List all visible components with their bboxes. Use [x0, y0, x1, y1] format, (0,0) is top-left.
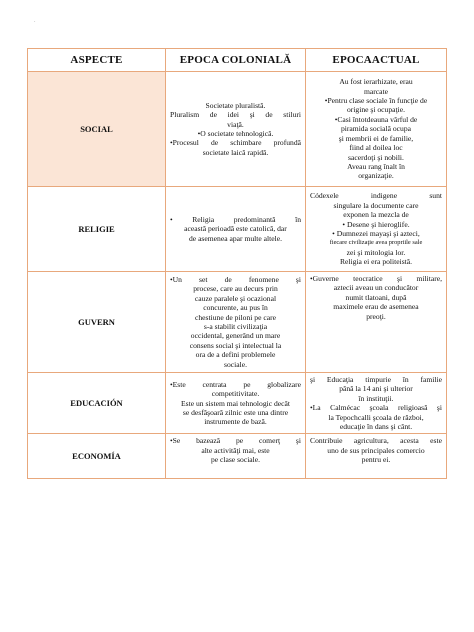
cell-line: societate laică rapidă.: [202, 147, 269, 157]
cell-line: pentru ei.: [361, 455, 391, 465]
cell-line: Pluralism de idei şi de stiluri: [170, 110, 301, 120]
cell-line: sacerdoţi şi nobili.: [348, 152, 404, 162]
cell-social-actual: [306, 72, 447, 187]
cell-line: instrumente de bază.: [204, 417, 267, 427]
cell-line: şi Educaţia timpurie în familie: [310, 375, 442, 384]
cell-line: marcate: [363, 86, 389, 96]
cell-line: chestiune de piloni pe care: [195, 312, 276, 322]
header-aspecte: ASPECTE: [28, 49, 166, 72]
cell-line: Contribuie agricultura, acesta este: [310, 436, 442, 446]
cell-line: pe clase sociale.: [210, 455, 261, 465]
cell-social-colonial: [166, 72, 306, 187]
cell-line: Societate pluralistă.: [205, 100, 266, 110]
cell-line: fiecare civilizaţie avea propriile sale: [329, 239, 423, 247]
cell-line: alte activităţi mai, este: [201, 445, 270, 455]
cell-economia-actual: [306, 434, 447, 479]
cell-line: ora de a defini problemele: [195, 350, 276, 360]
cell-line: occidental, generând un mare: [190, 331, 281, 341]
row-label-social: SOCIAL: [28, 72, 166, 187]
cell-line: şi membrii ei de familie,: [338, 133, 414, 143]
cell-line: •Procesul de schimbare profundă: [170, 138, 301, 148]
cell-line: concurente, au pus în: [203, 303, 268, 313]
table-row: [28, 272, 447, 373]
header-actual: EPOCAACTUAL: [306, 49, 447, 72]
cell-line: •Guverne teocratice şi militare,: [310, 274, 442, 283]
cell-line: consens social şi intelectual la: [189, 340, 282, 350]
cell-line: uno de sus principales comercio: [327, 445, 425, 455]
cell-line: singulare la documente care: [333, 200, 419, 210]
cell-line: origine şi ocupaţie.: [347, 105, 405, 115]
cell-line: •Casi întotdeauna vârful de: [334, 114, 418, 124]
cell-line: •O societate tehnologică.: [197, 129, 274, 138]
cell-line: sociale.: [224, 359, 247, 369]
cell-line: piramida socială ocupa: [340, 124, 411, 134]
header-colonial: EPOCA COLONIALĂ: [166, 49, 306, 72]
cell-educacion-colonial: [166, 373, 306, 434]
cell-line: această perioadă este catolică, dar: [184, 224, 287, 234]
cell-religie-actual: [306, 187, 447, 272]
cell-religie-colonial: [166, 187, 306, 272]
cell-line: la Tepochcalli şcoala de război,: [328, 412, 424, 422]
cell-line: de asemenea apar multe altele.: [189, 233, 282, 243]
table-row: [28, 187, 447, 272]
cell-line: • Desene şi hieroglife.: [342, 219, 410, 229]
cell-line: Aveau rang înalt în: [347, 161, 405, 171]
cell-line: Au fost ierarhizate, erau: [339, 77, 413, 87]
cell-line: • Dumnezei mayaşi şi azteci,: [332, 229, 420, 238]
cell-line: • Religia predominantă în: [170, 214, 301, 224]
comparison-table: [27, 48, 447, 479]
cell-line: •Se bazează pe comerţ şi: [170, 436, 301, 446]
cell-line: educaţie în dans şi cânt.: [339, 422, 413, 432]
cell-line: •Pentru clase sociale în funcţie de: [324, 96, 428, 106]
row-label-economia: ECONOMÍA: [28, 434, 166, 479]
row-label-guvern: GUVERN: [28, 272, 166, 373]
cell-guvern-actual: [306, 272, 447, 373]
cell-line: procese, care au decurs prin: [193, 284, 278, 294]
cell-line: aztecii aveau un conducător: [333, 283, 419, 293]
cell-line: se desfăşoară zilnic este una dintre: [182, 407, 289, 417]
cell-line: Códexele indigene sunt: [310, 191, 442, 201]
cell-line: s-a stabilit civilizaţia: [203, 322, 268, 331]
cell-educacion-actual: [306, 373, 447, 434]
cell-line: exponen la mezcla de: [343, 210, 409, 220]
row-label-religie: RELIGIE: [28, 187, 166, 272]
cell-line: cauze paralele şi ocazional: [194, 293, 277, 303]
cell-line: viaţă.: [227, 119, 244, 129]
cell-line: •La Calmécac şcoala religioasă şi: [310, 403, 442, 413]
cell-line: •Este centrata pe globalizare: [170, 379, 301, 389]
cell-line: Este un sistem mai tehnologic decât: [180, 398, 291, 408]
cell-line: organizaţie.: [358, 171, 394, 181]
cell-line: zei şi mitologia lor.: [346, 247, 406, 257]
cell-line: fiind al doilea loc: [349, 143, 403, 153]
table-row: [28, 434, 447, 479]
cell-guvern-colonial: [166, 272, 306, 373]
cell-line: Religia ei era politeistă.: [339, 257, 413, 267]
cell-line: •Un set de fenomene şi: [170, 274, 301, 284]
table-row: [28, 72, 447, 187]
cell-line: preoţi.: [366, 311, 386, 321]
cell-line: până la 14 ani şi ulterior: [339, 384, 413, 394]
cell-line: competitivitate.: [211, 389, 260, 399]
page-mark: .: [34, 18, 36, 24]
cell-line: în instituţii.: [358, 393, 394, 403]
table-row: [28, 373, 447, 434]
cell-line: maximele erau de asemenea: [333, 302, 419, 312]
cell-economia-colonial: [166, 434, 306, 479]
cell-line: numit tlatoani, după: [345, 292, 407, 302]
row-label-educacion: EDUCACIÓN: [28, 373, 166, 434]
header-row: [28, 49, 447, 72]
